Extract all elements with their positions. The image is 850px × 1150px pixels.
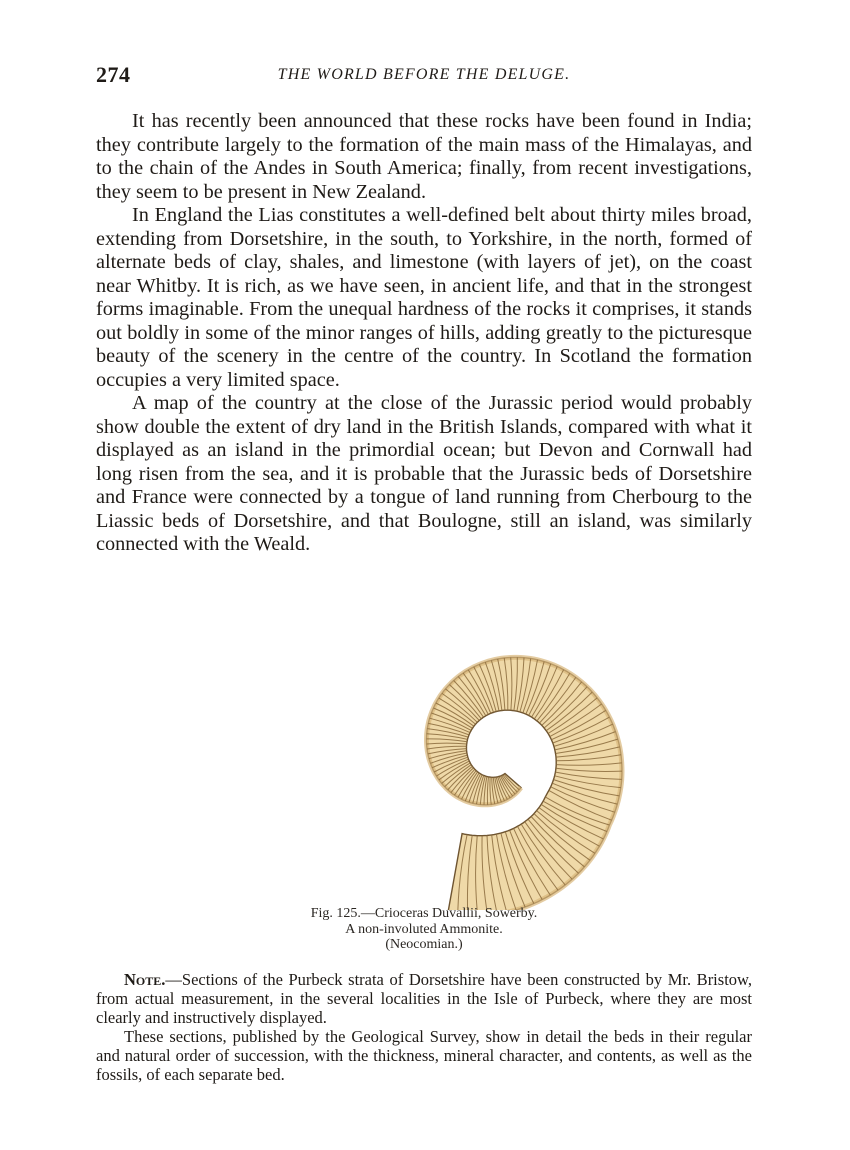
page-number: 274 [96,62,131,87]
running-title: THE WORLD BEFORE THE DELUGE. [277,66,571,83]
caption-line: Fig. 125.—Crioceras Duvallii, Sowerby. [310,906,538,921]
footnote [96,970,752,1084]
paragraph: A map of the country at the close of the Jurassic period would probably show double the extent of dry land in the British Islands, compared with what it displayed as an island in the primordial ocean; but Devon and Cornwall had long risen from the sea, and it is probable that the Jurassic beds of Dorsetshire and France were connected by a tongue of land running from Cherbourg to the Liassic beds of Dorsetshire, and that Boulogne, still an island, was similarly connected with the Weald. [96,392,752,555]
crioceras-illustration [235,640,635,910]
body-text [96,110,752,557]
ammonite-figure [235,640,635,910]
paragraph: In England the Lias constitutes a well-defined belt about thirty miles broad, extending from Dorsetshire, in the south, to Yorkshire, in the north, formed of alternate beds of clay, shales, and limestone (with layers of jet), on the coast near Whitby. It is rich, as we have seen, in ancient life, and that in the strongest forms imaginable. From the unequal hardness of the rocks it comprises, it stands out boldly in some of the minor ranges of hills, adding greatly to the picturesque beauty of the scenery in the centre of the country. In Scotland the formation occupies a very limited space. [96,204,752,391]
caption-line: A non-involuted Ammonite. [345,921,503,937]
figure-caption [96,906,752,953]
note-paragraph [96,970,752,1027]
caption-line: (Neocomian.) [385,937,463,952]
running-head [96,62,752,92]
note-label: Note. [124,970,166,989]
note-paragraph: These sections, published by the Geological Survey, show in detail the beds in their regular and natural order of succession, with the thickness, mineral character, and contents, as well as the fossils, of each separate bed. [96,1027,752,1084]
paragraph: It has recently been announced that these rocks have been found in India; they contribute largely to the formation of the main mass of the Himalayas, and to the chain of the Andes in South America; finally, from recent investigations, they seem to be present in New Zealand. [96,110,752,203]
note-text: —Sections of the Purbeck strata of Dorsetshire have been constructed by Mr. Bristow, from actual measurement, in the several localities in the Isle of Purbeck, where they are most clearly and instructively displayed. [96,970,752,1027]
